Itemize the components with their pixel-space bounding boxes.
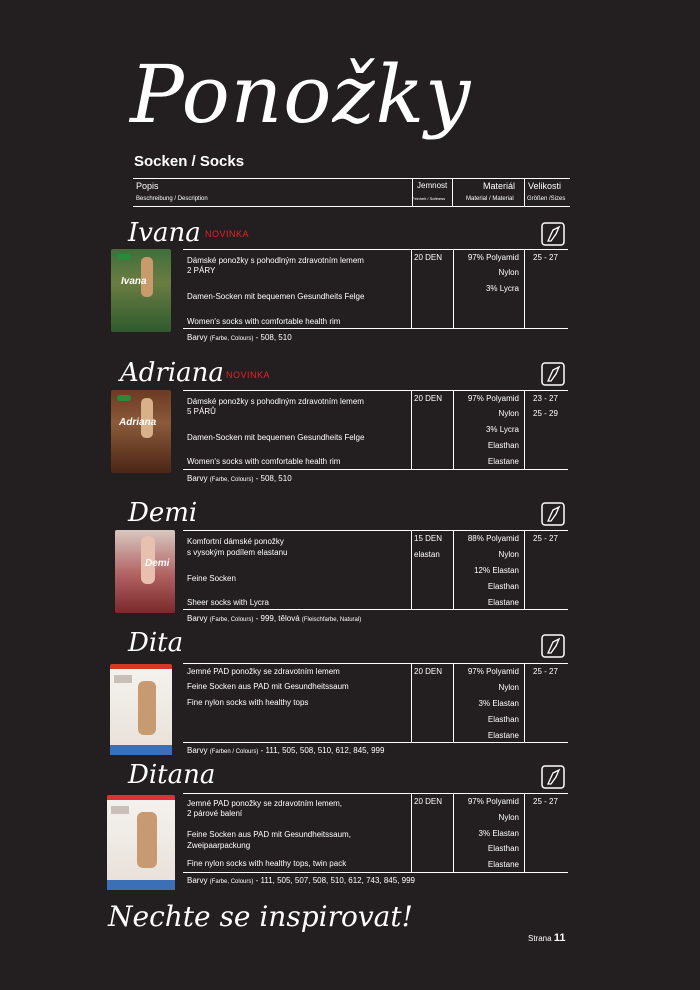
material-1: 97% Polyamid (467, 394, 519, 403)
desc-en: Sheer socks with Lycra (187, 598, 269, 607)
header-popis: Popis (136, 181, 159, 191)
size-1: 25 - 27 (533, 797, 558, 806)
product-image-ditana (107, 795, 175, 890)
desc-cz: Dámské ponožky s pohodlným zdravotním lemem (187, 256, 364, 265)
desc-de-2: Zweipaarpackung (187, 841, 251, 850)
material-1: 97% Polyamid (467, 797, 519, 806)
header-velikosti: Velikosti (528, 181, 562, 191)
material-3: 12% Elastan (474, 566, 519, 575)
den-value: 15 DEN (414, 534, 443, 543)
product-image-dita (110, 664, 172, 755)
new-badge: NOVINKA (205, 229, 250, 239)
desc-cz-2: 5 PÁRŮ (187, 407, 216, 416)
size-1: 25 - 27 (533, 253, 558, 262)
size-1: 25 - 27 (533, 667, 558, 676)
page-subtitle: Socken / Socks (134, 153, 245, 170)
colours-row: Barvy (Farbe, Colours) - 508, 510 (187, 474, 292, 483)
material-5: Elastane (487, 731, 519, 740)
material-1: 97% Polyamid (467, 667, 519, 676)
desc-de: Feine Socken aus PAD mit Gesundheitssaum, (187, 830, 351, 839)
product-name-ditana: Ditana (128, 760, 216, 790)
header-popis-sub: Beschreibung / Description (136, 196, 208, 202)
header-jemnost: Jemnost (417, 181, 448, 190)
header-velikosti-sub: Größen /Sizes (527, 196, 566, 202)
new-badge: NOVINKA (226, 370, 271, 380)
desc-cz-2: 2 párové balení (187, 809, 243, 818)
material-3: 3% Elastan (478, 699, 519, 708)
desc-cz-2: 2 PÁRY (187, 266, 216, 275)
desc-cz: Komfortní dámské ponožky (187, 537, 284, 546)
desc-en: Fine nylon socks with healthy tops (187, 698, 309, 707)
material-4: Elasthan (487, 582, 519, 591)
table-header (133, 178, 570, 207)
material-3: 3% Lycra (485, 284, 519, 293)
material-5: Elastane (487, 860, 519, 869)
material-2: Nylon (498, 268, 519, 277)
slogan: Nechte se inspirovat! (108, 900, 413, 933)
material-5: Elastane (487, 457, 519, 466)
header-jemnost-sub: Feinheit / Softness (412, 196, 446, 201)
desc-de: Damen-Socken mit bequemen Gesundheits Felge (187, 433, 365, 442)
material-2: Nylon (498, 813, 519, 822)
colours-row: Barvy (Farbe, Colours) - 111, 505, 507, 508, 510, 612, 743, 845, 999 (187, 876, 415, 885)
material-5: Elastane (487, 598, 519, 607)
den-value: 20 DEN (414, 667, 443, 676)
desc-cz: Jemné PAD ponožky se zdravotním lemem (187, 667, 340, 676)
material-1: 97% Polyamid (467, 253, 519, 262)
den-value: 20 DEN (414, 394, 443, 403)
desc-en: Women's socks with comfortable health rim (187, 317, 341, 326)
material-4: Elasthan (487, 441, 519, 450)
desc-cz-2: s vysokým podílem elastanu (187, 548, 288, 557)
page-number: Strana 11 (528, 932, 566, 944)
desc-cz: Jemné PAD ponožky se zdravotním lemem, (187, 799, 343, 808)
material-3: 3% Elastan (478, 829, 519, 838)
colours-row: Barvy (Farben / Colours) - 111, 505, 508, 510, 612, 845, 999 (187, 746, 385, 755)
product-image-demi: Demi (115, 530, 175, 613)
den-value: 20 DEN (414, 253, 443, 262)
desc-en: Fine nylon socks with healthy tops, twin pack (187, 859, 347, 868)
size-2: 25 - 29 (533, 409, 558, 418)
product-name-ivana: Ivana (128, 218, 201, 248)
sheer-icon (541, 634, 565, 658)
material-4: Elasthan (487, 844, 519, 853)
colours-row: Barvy (Farbe, Colours) - 999, tělová (Fleischfarbe, Natural) (187, 614, 362, 623)
desc-de: Damen-Socken mit bequemen Gesundheits Felge (187, 292, 365, 301)
size-1: 23 - 27 (533, 394, 558, 403)
product-name-dita: Dita (128, 628, 184, 658)
material-2: Nylon (498, 409, 519, 418)
size-1: 25 - 27 (533, 534, 558, 543)
desc-de: Feine Socken (187, 574, 236, 583)
header-material: Materiál (483, 181, 516, 191)
colours-row: Barvy (Farbe, Colours) - 508, 510 (187, 333, 292, 342)
product-name-demi: Demi (128, 498, 198, 528)
material-4: Elasthan (487, 715, 519, 724)
material-3: 3% Lycra (485, 425, 519, 434)
sheer-icon (541, 362, 565, 386)
desc-de: Feine Socken aus PAD mit Gesundheitssaum (187, 682, 349, 691)
material-2: Nylon (498, 550, 519, 559)
sheer-icon (541, 222, 565, 246)
den-value-2: elastan (414, 550, 440, 559)
desc-en: Women's socks with comfortable health rim (187, 457, 341, 466)
header-material-sub: Material / Material (466, 196, 514, 202)
page-title: Ponožky (130, 48, 472, 141)
product-image-ivana: Ivana (111, 249, 171, 332)
material-2: Nylon (498, 683, 519, 692)
material-1: 88% Polyamid (467, 534, 519, 543)
product-name-adriana: Adriana (120, 358, 224, 388)
product-image-adriana: Adriana (111, 390, 171, 473)
desc-cz: Dámské ponožky s pohodlným zdravotním lemem (187, 397, 364, 406)
sheer-icon (541, 765, 565, 789)
sheer-icon (541, 502, 565, 526)
den-value: 20 DEN (414, 797, 443, 806)
